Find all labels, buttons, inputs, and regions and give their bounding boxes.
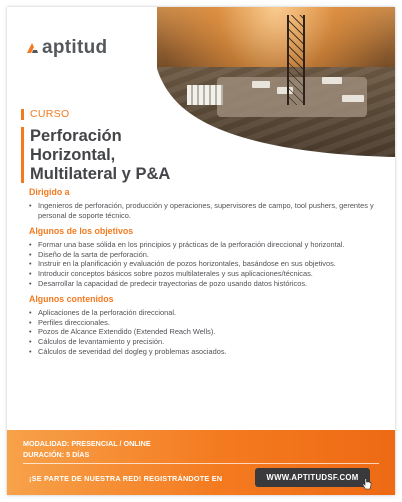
cta-text: ¡SE PARTE DE NUESTRA RED! REGISTRÁNDOTE EN <box>29 474 223 483</box>
modality-value: PRESENCIAL / ONLINE <box>71 439 151 448</box>
section-heading: Algunos de los objetivos <box>29 226 134 237</box>
duration-value: 5 DÍAS <box>66 450 90 459</box>
list-item: • Aplicaciones de la perforación direccional. <box>29 308 379 318</box>
objectives-section <box>29 226 379 288</box>
course-meta <box>23 438 151 460</box>
list-item: • Formar una base sólida en los principios y prácticas de la perforación direccional y horizontal. <box>29 240 379 250</box>
course-tag-label: CURSO <box>30 108 70 120</box>
objectives-list <box>29 240 379 288</box>
audience-section <box>29 187 379 220</box>
audience-list <box>29 201 379 220</box>
title-accent-bar <box>21 127 24 183</box>
contents-section <box>29 294 379 356</box>
duration-row <box>23 449 151 460</box>
duration-label: DURACIÓN: <box>23 450 65 459</box>
contents-list <box>29 308 379 356</box>
list-item: • Cálculos de severidad del dogleg y problemas asociados. <box>29 347 379 357</box>
list-item: • Cálculos de levantamiento y precisión. <box>29 337 379 347</box>
brand-name: aptitud <box>42 37 108 58</box>
cursor-hand-icon <box>362 478 372 490</box>
website-button[interactable]: WWW.APTITUDSF.COM <box>255 468 370 487</box>
tag-accent-bar <box>21 109 24 120</box>
list-item: • Ingenieros de perforación, producción y operaciones, supervisores de campo, tool pushers, gerentes y personal de soporte técnico. <box>29 201 379 220</box>
aptitud-logo-icon <box>25 41 39 55</box>
list-item: • Introducir conceptos básicos sobre pozos multilaterales y sus aplicaciones/técnicas. <box>29 269 379 279</box>
modality-row <box>23 438 151 449</box>
course-flyer <box>7 7 395 495</box>
list-item: • Instruir en la planificación y evaluación de pozos horizontales, basándose en sus objetivos. <box>29 259 379 269</box>
course-title-line: Perforación <box>30 127 122 145</box>
modality-label: MODALIDAD: <box>23 439 70 448</box>
section-heading: Algunos contenidos <box>29 294 114 305</box>
course-details <box>29 187 379 356</box>
list-item: • Diseño de la sarta de perforación. <box>29 250 379 260</box>
course-title-line: Horizontal, <box>30 146 116 164</box>
course-title-line: Multilateral y P&A <box>30 165 171 183</box>
footer-divider <box>23 463 379 464</box>
list-item: • Perfiles direccionales. <box>29 318 379 328</box>
list-item: • Pozos de Alcance Extendido (Extended Reach Wells). <box>29 327 379 337</box>
course-title <box>30 127 250 184</box>
list-item: • Desarrollar la capacidad de predecir trayectorias de pozo usando datos históricos. <box>29 279 379 289</box>
course-tag <box>21 108 69 120</box>
section-heading: Dirigido a <box>29 187 70 197</box>
brand-logo <box>25 37 107 59</box>
